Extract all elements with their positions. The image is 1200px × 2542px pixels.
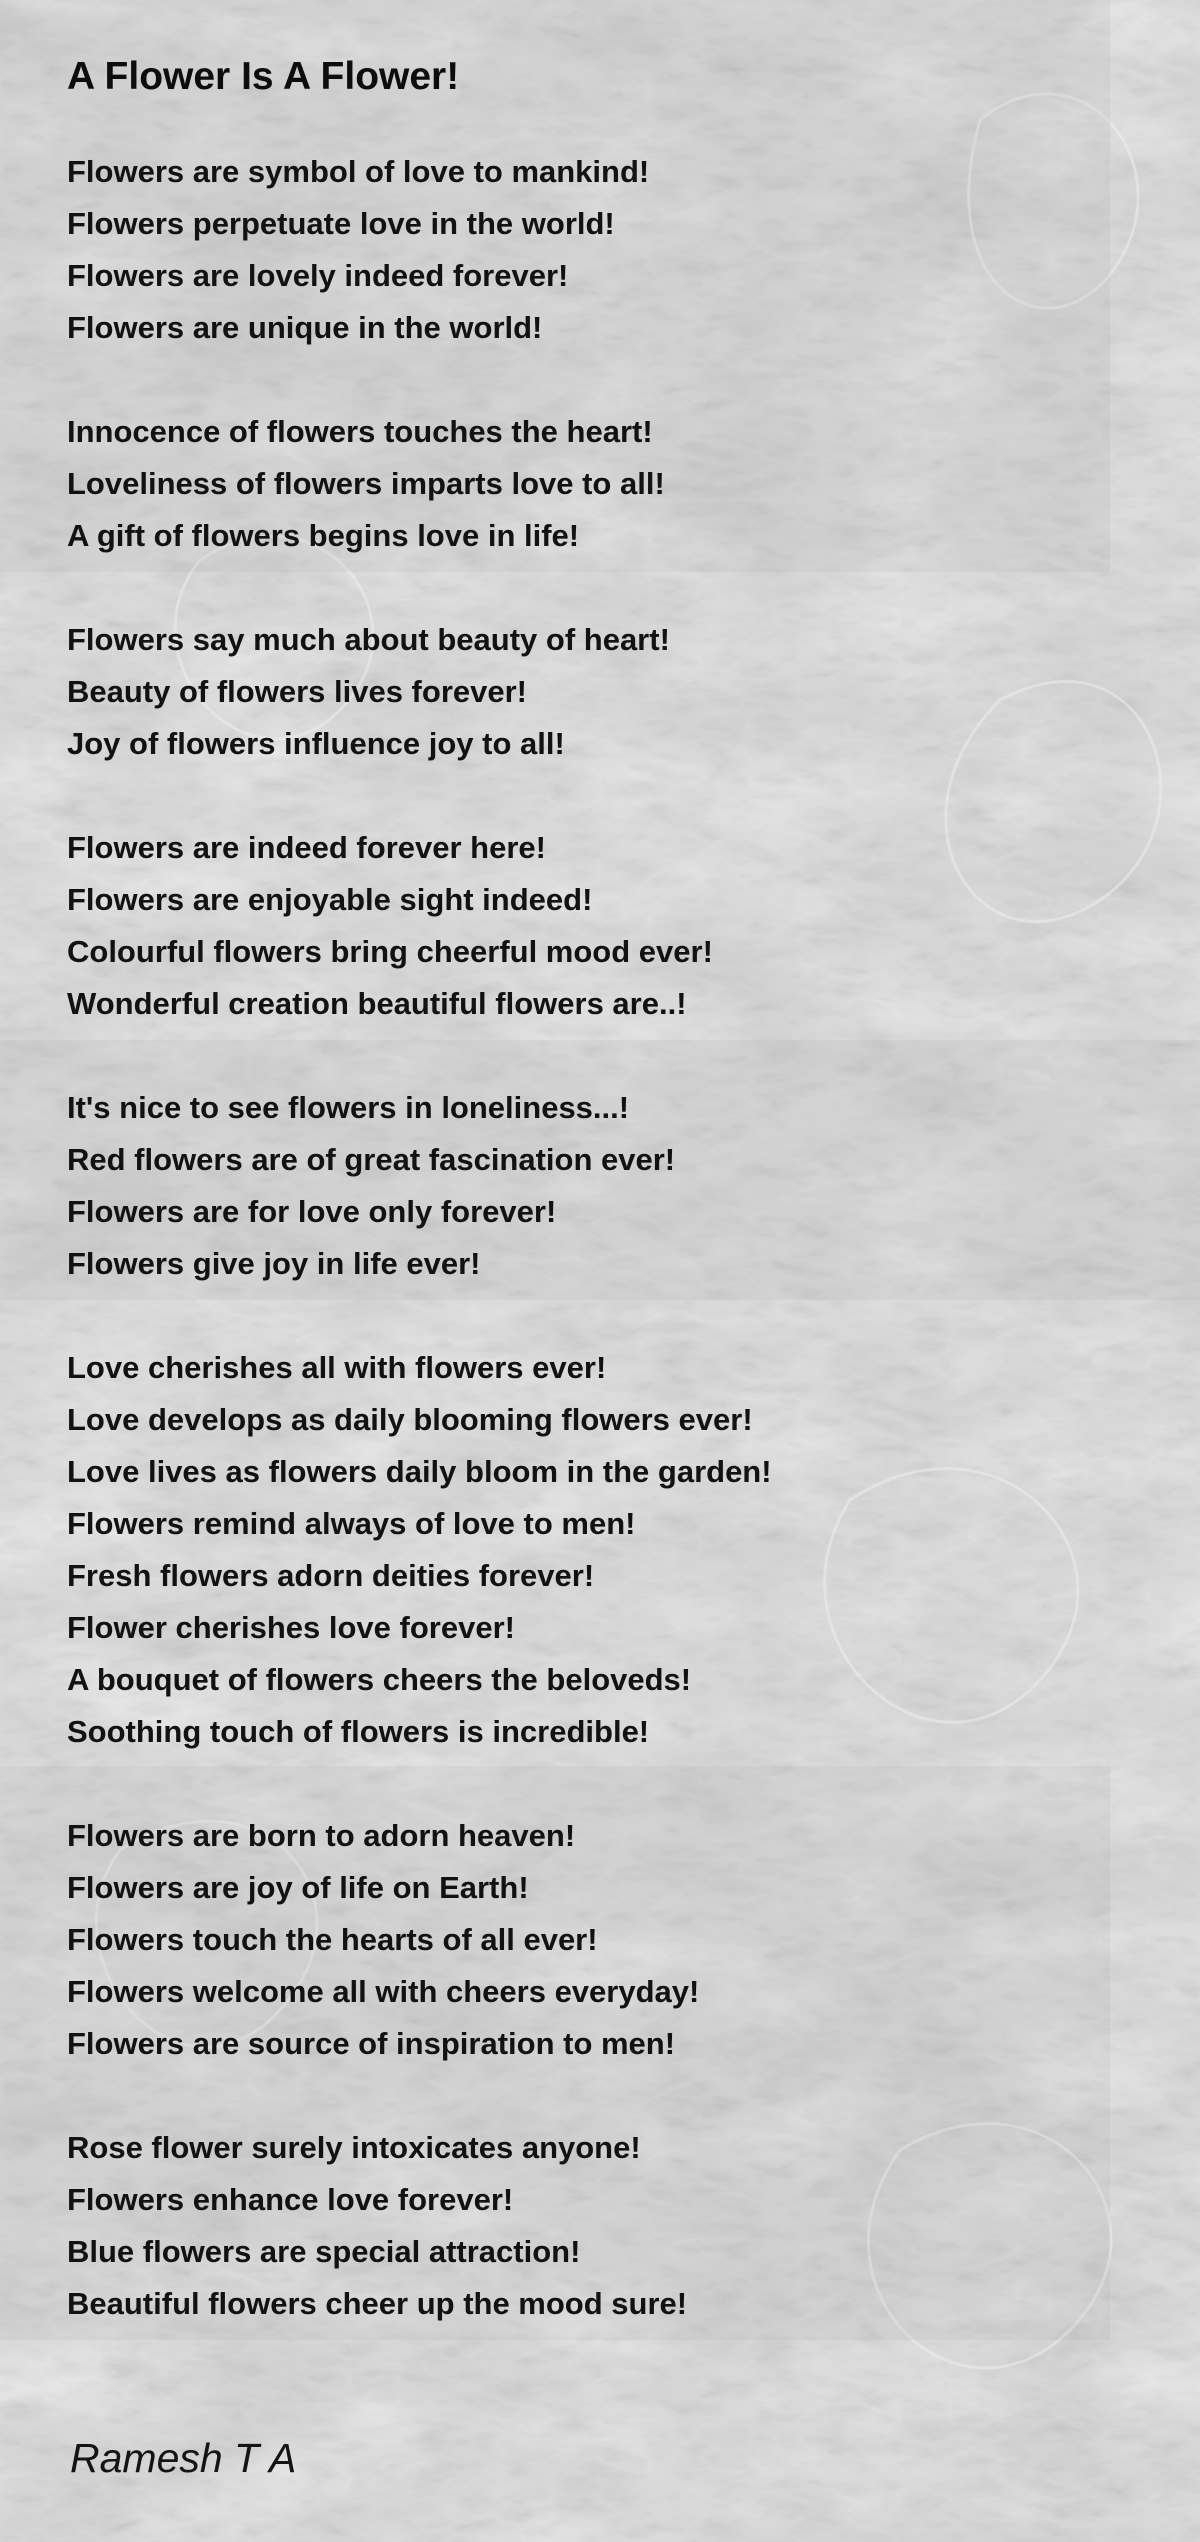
poem-line: Flowers give joy in life ever! (67, 1246, 481, 1281)
stanza (67, 1082, 1147, 1290)
poem-line: A gift of flowers begins love in life! (67, 518, 580, 553)
poem-line: Flowers welcome all with cheers everyday! (67, 1974, 700, 2009)
poem-line: Rose flower surely intoxicates anyone! (67, 2130, 641, 2165)
stanza (67, 146, 1147, 354)
poem-line: A bouquet of flowers cheers the beloveds! (67, 1662, 692, 1697)
poem-line: Blue flowers are special attraction! (67, 2234, 581, 2269)
poem-line: Flower cherishes love forever! (67, 1610, 515, 1645)
poem-line: Soothing touch of flowers is incredible! (67, 1714, 650, 1749)
poem-line: Red flowers are of great fascination ever! (67, 1142, 676, 1177)
poem-content (67, 46, 1147, 2382)
poem-line: Flowers are symbol of love to mankind! (67, 154, 650, 189)
poem-line: Flowers are lovely indeed forever! (67, 258, 569, 293)
stanza (67, 1342, 1147, 1758)
poem-line: Beautiful flowers cheer up the mood sure! (67, 2286, 688, 2321)
poem-line: Flowers are for love only forever! (67, 1194, 557, 1229)
poem-line: Flowers are source of inspiration to men! (67, 2026, 676, 2061)
poem-line: Flowers say much about beauty of heart! (67, 622, 670, 657)
poem-line: Fresh flowers adorn deities forever! (67, 1558, 595, 1593)
poem-line: Flowers are born to adorn heaven! (67, 1818, 576, 1853)
poem-line: Flowers are unique in the world! (67, 310, 543, 345)
poem-line: Flowers are enjoyable sight indeed! (67, 882, 593, 917)
stanza (67, 2122, 1147, 2330)
poem-line: It's nice to see flowers in loneliness...! (67, 1090, 630, 1125)
poem-line: Flowers touch the hearts of all ever! (67, 1922, 598, 1957)
poem-line: Love lives as flowers daily bloom in the garden! (67, 1454, 772, 1489)
poem-line: Flowers perpetuate love in the world! (67, 206, 615, 241)
poem-line: Love develops as daily blooming flowers ever! (67, 1402, 753, 1437)
poem-line: Loveliness of flowers imparts love to all! (67, 466, 665, 501)
stanza (67, 1810, 1147, 2070)
poem-author: Ramesh T A (70, 2435, 297, 2481)
poem-body (67, 146, 1147, 2330)
poem-line: Joy of flowers influence joy to all! (67, 726, 565, 761)
stanza (67, 822, 1147, 1030)
poem-line: Flowers remind always of love to men! (67, 1506, 636, 1541)
poem-title: A Flower Is A Flower! (67, 55, 460, 98)
poem-line: Colourful flowers bring cheerful mood ever! (67, 934, 713, 969)
poem-line: Wonderful creation beautiful flowers are..! (67, 986, 687, 1021)
poem-line: Innocence of flowers touches the heart! (67, 414, 653, 449)
poem-line: Love cherishes all with flowers ever! (67, 1350, 607, 1385)
poem-line: Flowers enhance love forever! (67, 2182, 514, 2217)
stanza (67, 406, 1147, 562)
poem-line: Flowers are joy of life on Earth! (67, 1870, 529, 1905)
poem-line: Flowers are indeed forever here! (67, 830, 546, 865)
stanza (67, 614, 1147, 770)
poem-line: Beauty of flowers lives forever! (67, 674, 527, 709)
